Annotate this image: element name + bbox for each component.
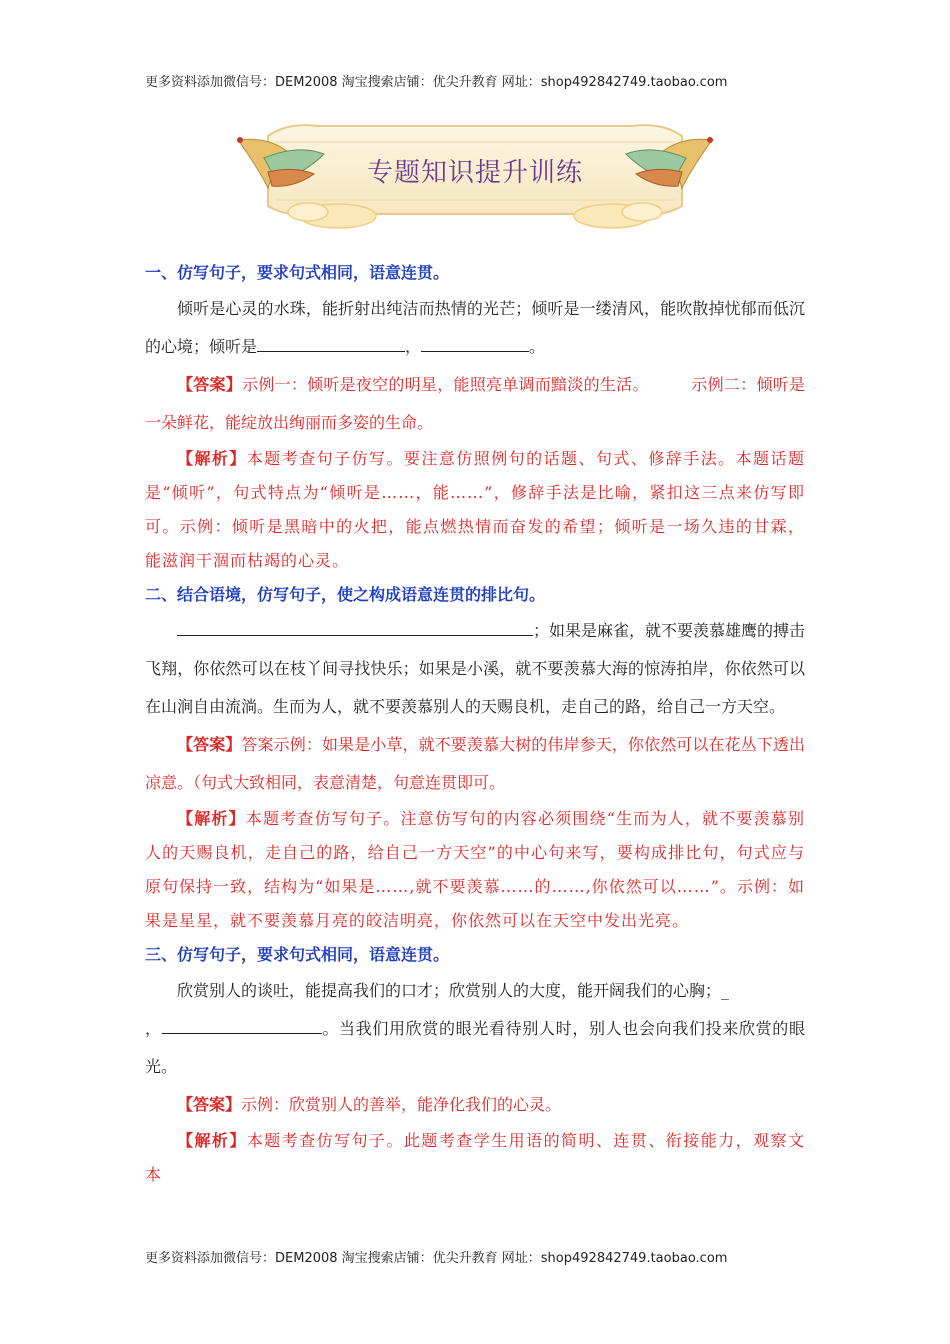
answer-tag: 【答案】: [177, 735, 242, 754]
analysis-tag: 【解析】: [177, 449, 247, 468]
analysis-text: 本题考查仿写句子。此题考查学生用语的简明、连贯、衔接能力，观察文本: [145, 1131, 805, 1184]
analysis-text: 本题考查仿写句子。注意仿写句的内容必须围绕“生而为人，就不要羡慕别人的天赐良机，走自己的路，给自己一方天空”的中心句来写，要构成排比句，句式应与原句保持一致，结构为“如果是……,就不要羡慕……的……,你依然可以……”。示例：如果是星星，就不要羡慕月亮的皎洁明亮，你依然可以在天空中发出光亮。: [145, 809, 805, 930]
analysis-3: [145, 1124, 805, 1192]
question-2-stem: [145, 612, 805, 726]
page-footer: 更多资料添加微信号：DEM2008 淘宝搜索店铺：优尖升教育 网址：shop492842749.taobao.com: [145, 1251, 728, 1266]
analysis-tag: 【解析】: [177, 809, 246, 828]
question-3: 三、仿写句子，要求句式相同，语意连贯。: [145, 945, 450, 964]
stem-text: 。当我们用欣赏的眼光看待别人时，别人也会向我们投来欣赏的眼光。: [145, 1019, 805, 1076]
analysis-2: [145, 802, 805, 938]
stem-text: ，: [145, 1019, 162, 1038]
answer-blank: [177, 617, 533, 636]
stem-text: 。: [529, 337, 546, 356]
answer-tag: 【答案】: [177, 375, 243, 394]
question-2: 二、结合语境，仿写句子，使之构成语意连贯的排比句。: [145, 585, 546, 604]
question-1-stem: [145, 290, 805, 366]
answer-text: 示例：欣赏别人的善举，能净化我们的心灵。: [241, 1095, 562, 1114]
title-banner: [228, 118, 722, 230]
content: [145, 256, 805, 1192]
analysis-1: [145, 442, 805, 578]
analysis-tag: 【解析】: [177, 1131, 247, 1150]
question-1: 一、仿写句子，要求句式相同，语意连贯。: [145, 263, 450, 282]
answer-blank: [162, 1015, 322, 1034]
page-header: 更多资料添加微信号：DEM2008 淘宝搜索店铺：优尖升教育 网址：shop492842749.taobao.com: [145, 75, 728, 90]
answer-blank: [257, 333, 405, 352]
answer-1: [145, 366, 805, 442]
answer-2: [145, 726, 805, 802]
question-3-stem: [145, 972, 805, 1086]
stem-text: ；如果是麻雀，就不要羡慕雄鹰的搏击飞翔，你依然可以在枝丫间寻找快乐；如果是小溪，就不要羡慕大海的惊涛拍岸，你依然可以在山涧自由流淌。生而为人，就不要羡慕别人的天赐良机，走自己的路，给自己一方天空。: [145, 621, 806, 716]
analysis-text: 本题考查句子仿写。要注意仿照例句的话题、句式、修辞手法。本题话题是“倾听”，句式特点为“倾听是……，能……”，修辞手法是比喻，紧扣这三点来仿写即可。示例：倾听是黑暗中的火把，能点燃热情而奋发的希望；倾听是一场久违的甘霖，能滋润干涸而枯竭的心灵。: [145, 449, 805, 570]
stem-text: 欣赏别人的谈吐，能提高我们的口才；欣赏别人的大度，能开阔我们的心胸；_: [177, 981, 730, 1000]
answer-3: [145, 1086, 805, 1124]
answer-tag: 【答案】: [177, 1095, 242, 1114]
answer-blank: [421, 333, 529, 352]
stem-text: 倾听是心灵的水珠，能折射出纯洁而热情的光芒；倾听是一缕清风，能吹散掉忧郁而低沉的心境；倾听是: [145, 299, 805, 356]
banner-title: 专题知识提升训练: [366, 158, 583, 188]
stem-text: ，: [405, 337, 422, 356]
answer-text: 示例一：倾听是夜空的明星，能照亮单调而黯淡的生活。 示例二：倾听是一朵鲜花，能绽放出绚丽而多姿的生命。: [145, 375, 805, 432]
answer-text: 答案示例：如果是小草，就不要羡慕大树的伟岸参天，你依然可以在花丛下透出凉意。（句式大致相同，表意清楚，句意连贯即可。: [145, 735, 805, 792]
